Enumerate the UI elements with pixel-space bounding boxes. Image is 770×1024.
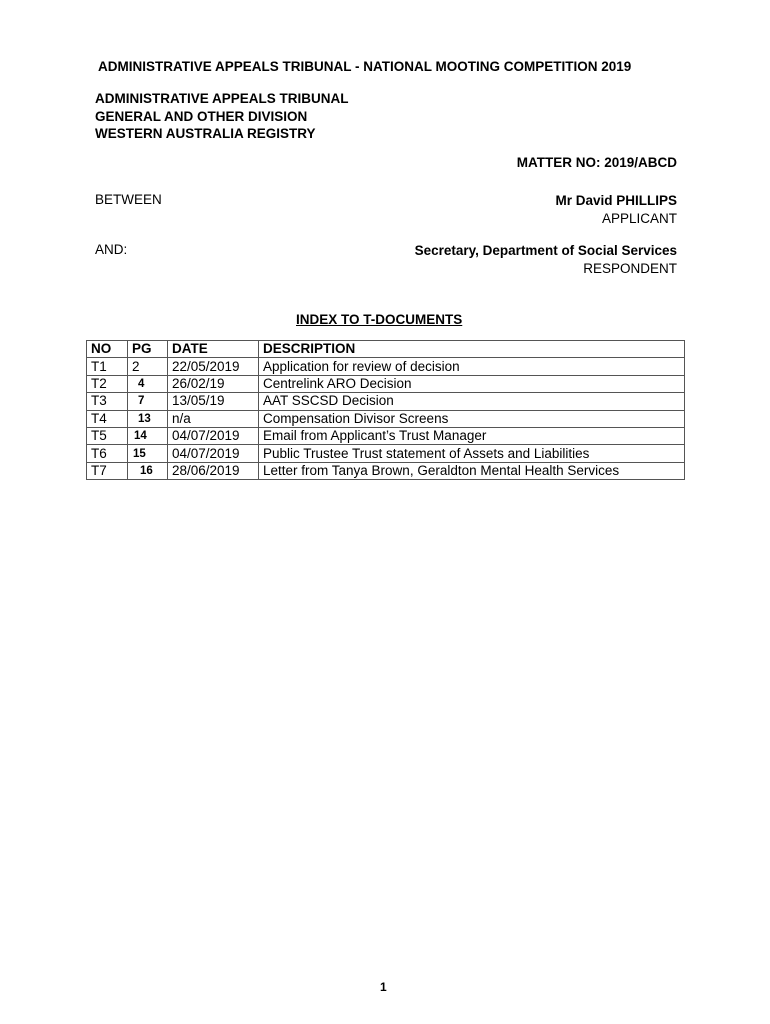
cell-no: T1 — [87, 358, 128, 375]
applicant-name: Mr David PHILLIPS — [555, 193, 677, 208]
index-heading: INDEX TO T-DOCUMENTS — [296, 312, 463, 327]
table-row — [87, 410, 685, 427]
applicant-role: APPLICANT — [601, 210, 677, 226]
table-row — [87, 393, 685, 410]
header-no: NO — [87, 341, 128, 358]
and-label: AND: — [95, 242, 128, 257]
respondent-role: RESPONDENT — [583, 260, 677, 276]
cell-no: T7 — [87, 462, 128, 479]
cell-date: 04/07/2019 — [168, 445, 259, 462]
cell-date: 13/05/19 — [168, 393, 259, 410]
header-date: DATE — [168, 341, 259, 358]
cell-description: Centrelink ARO Decision — [259, 375, 685, 392]
cell-no: T2 — [87, 375, 128, 392]
table-row — [87, 427, 685, 444]
cell-pg: 14 — [128, 427, 168, 444]
cell-description: Public Trustee Trust statement of Assets and Liabilities — [259, 445, 685, 462]
court-division: GENERAL AND OTHER DIVISION — [95, 108, 308, 124]
table-header-row — [87, 341, 685, 358]
cell-date: 22/05/2019 — [168, 358, 259, 375]
cell-no: T4 — [87, 410, 128, 427]
cell-description: Compensation Divisor Screens — [259, 410, 685, 427]
cell-description: Application for review of decision — [259, 358, 685, 375]
respondent-block — [415, 242, 677, 277]
document-title: ADMINISTRATIVE APPEALS TRIBUNAL - NATIONAL MOOTING COMPETITION 2019 — [98, 59, 632, 74]
cell-pg: 15 — [128, 445, 168, 462]
cell-pg: 7 — [128, 393, 168, 410]
cell-pg: 4 — [128, 375, 168, 392]
header-description: DESCRIPTION — [259, 341, 685, 358]
cell-description: AAT SSCSD Decision — [259, 393, 685, 410]
cell-pg: 13 — [128, 410, 168, 427]
cell-pg: 2 — [128, 358, 168, 375]
index-table — [86, 340, 685, 480]
cell-pg: 16 — [128, 462, 168, 479]
cell-no: T5 — [87, 427, 128, 444]
header-pg: PG — [128, 341, 168, 358]
applicant-block — [555, 192, 677, 227]
table-row — [87, 462, 685, 479]
cell-date: 26/02/19 — [168, 375, 259, 392]
between-label: BETWEEN — [95, 192, 162, 207]
table-row — [87, 375, 685, 392]
page-number: 1 — [380, 980, 387, 994]
cell-no: T6 — [87, 445, 128, 462]
respondent-name: Secretary, Department of Social Services — [414, 243, 677, 258]
matter-number: MATTER NO: 2019/ABCD — [516, 155, 677, 170]
cell-description: Email from Applicant’s Trust Manager — [259, 427, 685, 444]
cell-date: n/a — [168, 410, 259, 427]
court-name: ADMINISTRATIVE APPEALS TRIBUNAL — [95, 91, 349, 106]
court-heading-block — [95, 90, 349, 143]
cell-date: 04/07/2019 — [168, 427, 259, 444]
table-row — [87, 445, 685, 462]
court-registry: WESTERN AUSTRALIA REGISTRY — [95, 126, 316, 141]
table-row — [87, 358, 685, 375]
cell-description: Letter from Tanya Brown, Geraldton Mental Health Services — [259, 462, 685, 479]
cell-no: T3 — [87, 393, 128, 410]
cell-date: 28/06/2019 — [168, 462, 259, 479]
